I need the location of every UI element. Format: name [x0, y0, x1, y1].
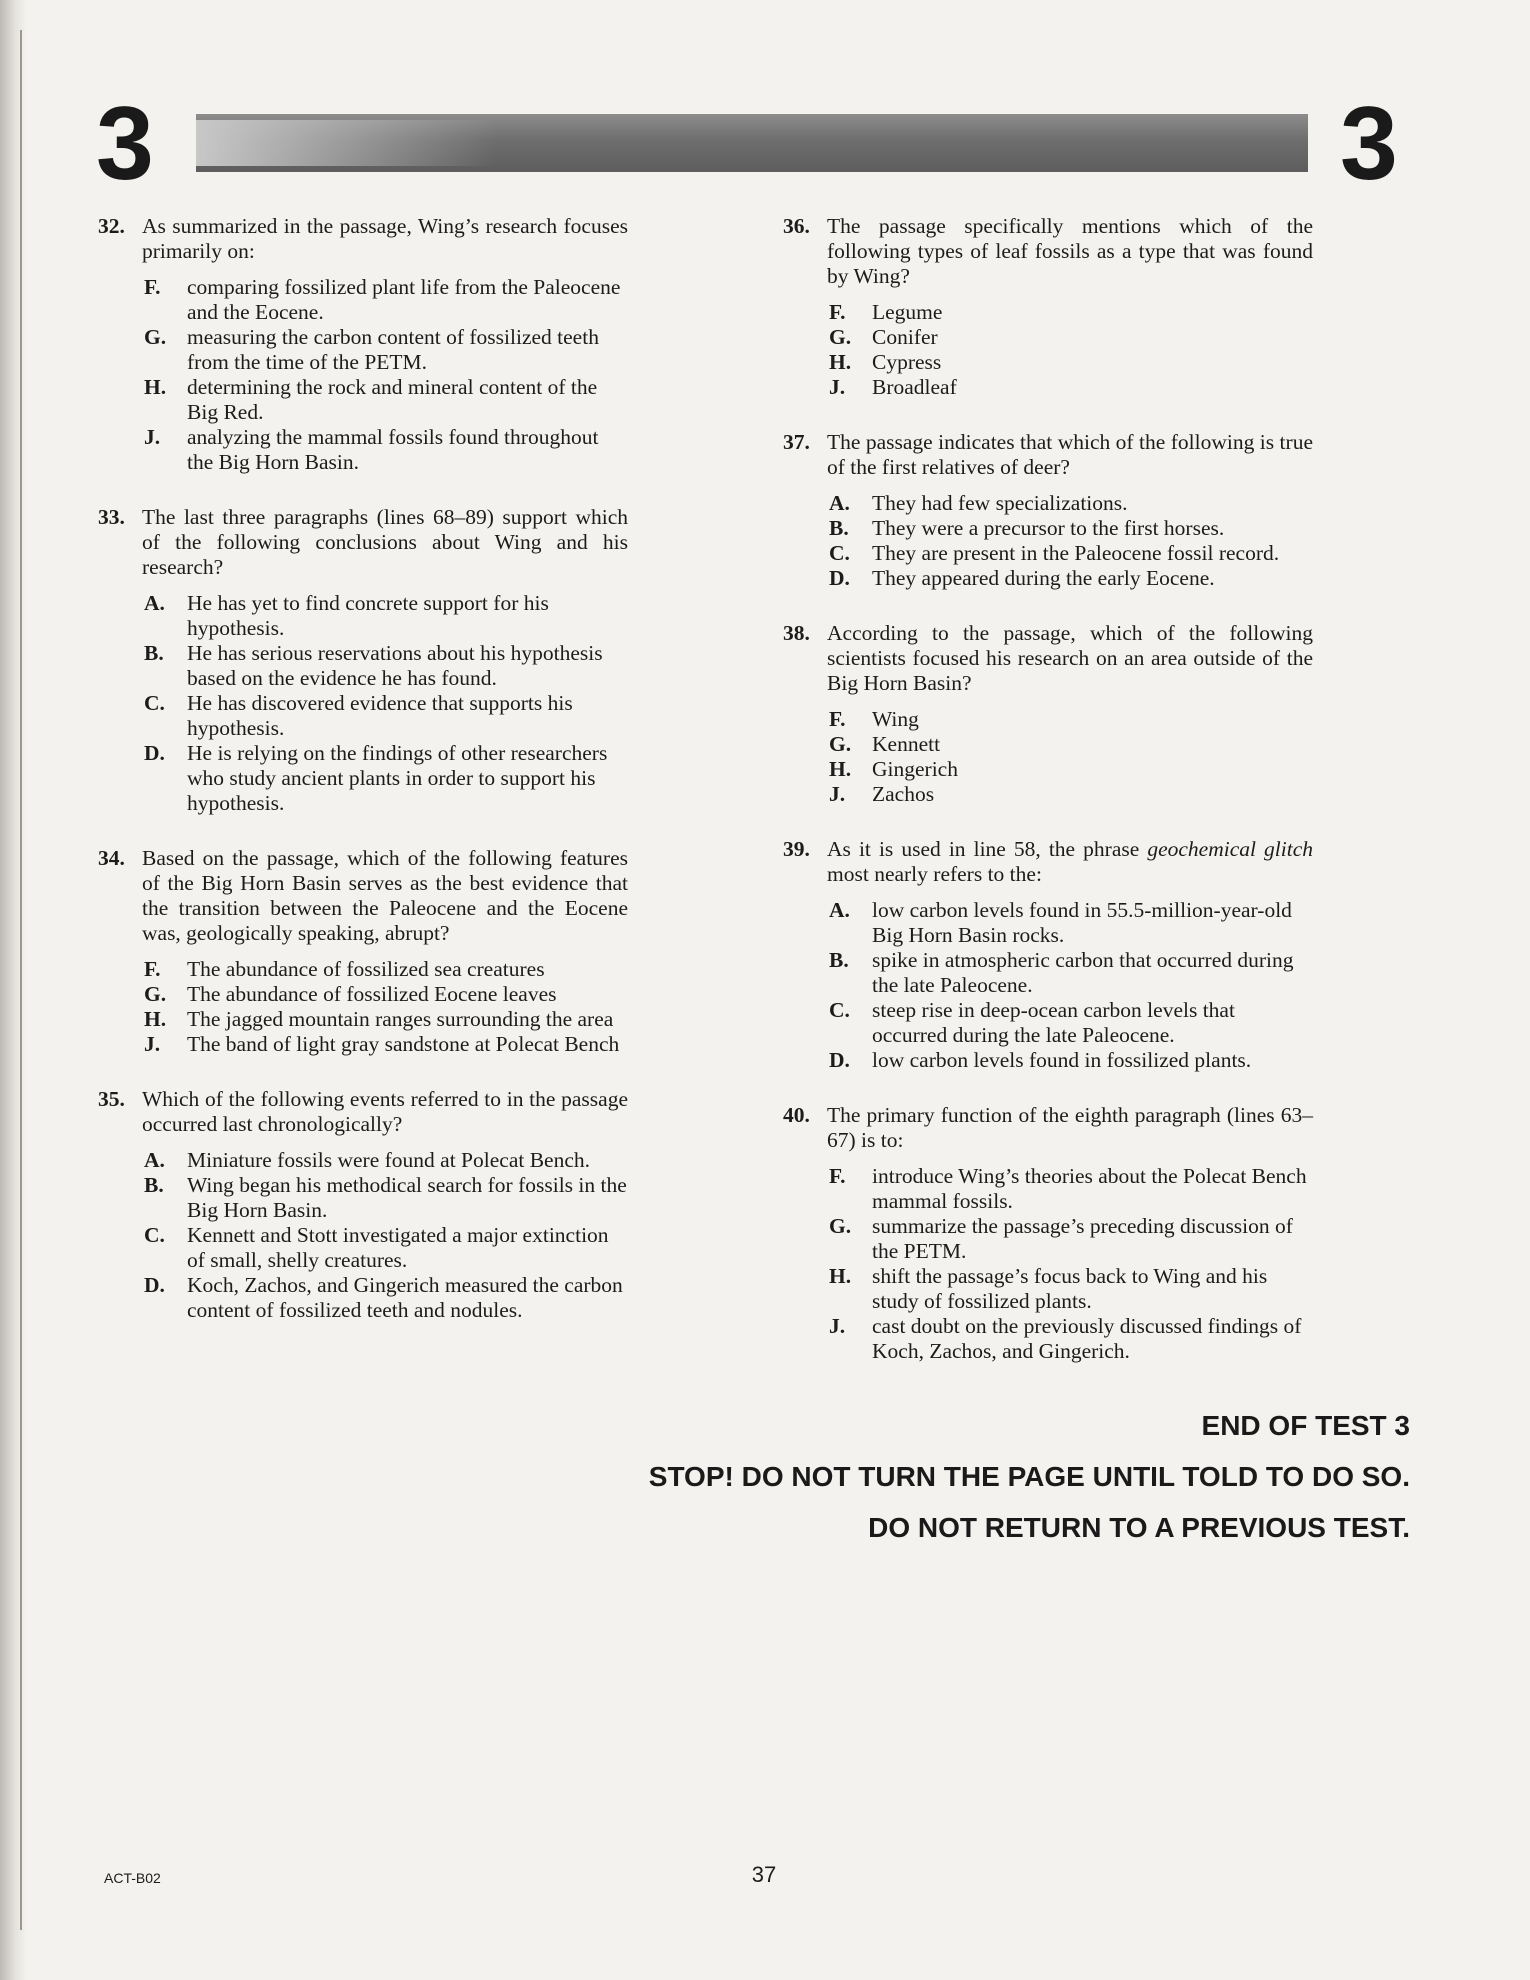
answer-option[interactable]	[829, 1048, 1313, 1073]
answer-option[interactable]	[144, 1148, 628, 1173]
answer-option[interactable]	[144, 982, 628, 1007]
option-text: cast doubt on the previously discussed findings of Koch, Zachos, and Gingerich.	[872, 1314, 1302, 1363]
option-letter: A.	[144, 591, 165, 615]
option-letter: H.	[829, 757, 852, 781]
scan-edge-shadow	[0, 0, 26, 1980]
option-letter: J.	[144, 1032, 161, 1056]
question-39	[783, 837, 1313, 1073]
question-number: 39.	[783, 837, 810, 861]
option-text: analyzing the mammal fossils found throughout the Big Horn Basin.	[187, 425, 599, 474]
scan-edge-line	[20, 30, 22, 1930]
answer-option[interactable]	[144, 275, 628, 325]
answer-option[interactable]	[829, 707, 1313, 732]
option-text: The abundance of fossilized sea creatures	[187, 957, 545, 981]
end-of-test-notice	[649, 1400, 1410, 1553]
answer-option[interactable]	[144, 691, 628, 741]
answer-options	[829, 300, 1313, 400]
option-letter: C.	[829, 541, 850, 565]
answer-option[interactable]	[144, 957, 628, 982]
answer-option[interactable]	[829, 541, 1313, 566]
option-text: low carbon levels found in 55.5-million-year-old Big Horn Basin rocks.	[872, 898, 1292, 947]
answer-option[interactable]	[144, 375, 628, 425]
question-34	[98, 846, 628, 1057]
option-text: low carbon levels found in fossilized plants.	[872, 1048, 1252, 1072]
answer-option[interactable]	[829, 491, 1313, 516]
option-letter: G.	[829, 732, 852, 756]
question-stem-prefix: As it is used in line 58, the phrase	[827, 837, 1148, 861]
question-stem: Based on the passage, which of the following features of the Big Horn Basin serves as the best evidence that the transition between the Paleocene and the Eocene was, geologically speaking, abrupt?	[142, 846, 628, 945]
answer-option[interactable]	[829, 325, 1313, 350]
answer-options	[829, 898, 1313, 1073]
question-number: 40.	[783, 1103, 810, 1127]
option-letter: C.	[144, 1223, 165, 1247]
option-text: He has yet to find concrete support for his hypothesis.	[187, 591, 549, 640]
question-35	[98, 1087, 628, 1323]
answer-options	[829, 707, 1313, 807]
answer-option[interactable]	[829, 948, 1313, 998]
question-stem: According to the passage, which of the following scientists focused his research on an area outside of the Big Horn Basin?	[827, 621, 1313, 695]
option-text: summarize the passage’s preceding discussion of the PETM.	[872, 1214, 1293, 1263]
question-37	[783, 430, 1313, 591]
option-letter: D.	[144, 1273, 165, 1297]
option-letter: B.	[144, 1173, 164, 1197]
form-code: ACT-B02	[104, 1870, 161, 1886]
question-stem: The last three paragraphs (lines 68–89) support which of the following conclusions about Wing and his research?	[142, 505, 628, 579]
answer-options	[829, 491, 1313, 591]
question-stem: The passage indicates that which of the following is true of the first relatives of deer?	[827, 430, 1313, 479]
option-letter: F.	[829, 707, 846, 731]
option-letter: D.	[829, 1048, 850, 1072]
answer-option[interactable]	[829, 375, 1313, 400]
option-letter: D.	[829, 566, 850, 590]
answer-option[interactable]	[829, 757, 1313, 782]
answer-option[interactable]	[144, 641, 628, 691]
option-text: The jagged mountain ranges surrounding the area	[187, 1007, 614, 1031]
option-letter: J.	[829, 375, 846, 399]
question-33	[98, 505, 628, 816]
option-letter: G.	[144, 325, 167, 349]
option-letter: B.	[829, 516, 849, 540]
option-text: The abundance of fossilized Eocene leaves	[187, 982, 557, 1006]
option-text: Gingerich	[872, 757, 958, 781]
option-text: steep rise in deep-ocean carbon levels that occurred during the late Paleocene.	[872, 998, 1235, 1047]
option-text: spike in atmospheric carbon that occurred during the late Paleocene.	[872, 948, 1294, 997]
answer-option[interactable]	[144, 1007, 628, 1032]
question-number: 33.	[98, 505, 125, 529]
answer-options	[144, 1148, 628, 1323]
end-of-test-heading: END OF TEST 3	[1201, 1410, 1410, 1441]
answer-option[interactable]	[144, 1223, 628, 1273]
option-letter: H.	[144, 1007, 167, 1031]
question-stem: Which of the following events referred to in the passage occurred last chronologically?	[142, 1087, 628, 1136]
page-number: 37	[751, 1862, 777, 1887]
option-letter: F.	[829, 300, 846, 324]
question-32	[98, 214, 628, 475]
option-text: The band of light gray sandstone at Polecat Bench	[187, 1032, 620, 1056]
option-letter: G.	[144, 982, 167, 1006]
option-text: introduce Wing’s theories about the Polecat Bench mammal fossils.	[872, 1164, 1307, 1213]
option-letter: J.	[829, 782, 846, 806]
answer-option[interactable]	[829, 566, 1313, 591]
answer-option[interactable]	[829, 1264, 1313, 1314]
question-number: 34.	[98, 846, 125, 870]
option-text: Miniature fossils were found at Polecat Bench.	[187, 1148, 591, 1172]
answer-option[interactable]	[829, 300, 1313, 325]
option-text: determining the rock and mineral content of the Big Red.	[187, 375, 598, 424]
option-text: They had few specializations.	[872, 491, 1128, 515]
question-number: 38.	[783, 621, 810, 645]
option-text: Wing	[872, 707, 919, 731]
option-letter: A.	[144, 1148, 165, 1172]
option-text: measuring the carbon content of fossilized teeth from the time of the PETM.	[187, 325, 599, 374]
option-text: He has discovered evidence that supports his hypothesis.	[187, 691, 573, 740]
option-letter: H.	[829, 350, 852, 374]
question-number: 35.	[98, 1087, 125, 1111]
answer-option[interactable]	[829, 350, 1313, 375]
question-stem: As summarized in the passage, Wing’s research focuses primarily on:	[142, 214, 628, 263]
answer-option[interactable]	[144, 1273, 628, 1323]
section-number-left: 3	[96, 86, 154, 202]
option-text: Zachos	[872, 782, 935, 806]
option-letter: B.	[144, 641, 164, 665]
answer-option[interactable]	[144, 1173, 628, 1223]
answer-option[interactable]	[829, 732, 1313, 757]
question-number: 32.	[98, 214, 125, 238]
option-letter: H.	[144, 375, 167, 399]
option-letter: J.	[144, 425, 161, 449]
answer-option[interactable]	[829, 1164, 1313, 1214]
answer-option[interactable]	[144, 591, 628, 641]
answer-option[interactable]	[829, 1214, 1313, 1264]
option-text: Wing began his methodical search for fossils in the Big Horn Basin.	[187, 1173, 627, 1222]
option-letter: D.	[144, 741, 165, 765]
answer-options	[144, 957, 628, 1057]
option-letter: C.	[829, 998, 850, 1022]
answer-option[interactable]	[829, 1314, 1313, 1364]
option-text: shift the passage’s focus back to Wing and his study of fossilized plants.	[872, 1264, 1268, 1313]
option-text: He has serious reservations about his hypothesis based on the evidence he has found.	[187, 641, 603, 690]
option-letter: G.	[829, 1214, 852, 1238]
option-text: Koch, Zachos, and Gingerich measured the carbon content of fossilized teeth and nodules.	[187, 1273, 623, 1322]
answer-option[interactable]	[829, 516, 1313, 541]
option-text: He is relying on the findings of other researchers who study ancient plants in order to support his hypothesis.	[187, 741, 608, 815]
option-letter: F.	[829, 1164, 846, 1188]
option-text: Kennett	[872, 732, 941, 756]
left-column	[98, 214, 628, 1353]
question-stem: The primary function of the eighth paragraph (lines 63–67) is to:	[827, 1103, 1313, 1152]
question-stem: The passage specifically mentions which of the following types of leaf fossils as a type that was found by Wing?	[827, 214, 1313, 288]
answer-options	[829, 1164, 1313, 1364]
question-36	[783, 214, 1313, 400]
answer-option[interactable]	[144, 741, 628, 816]
question-stem-italic-phrase: geochemical glitch	[1147, 837, 1313, 861]
option-text: Broadleaf	[872, 375, 957, 399]
option-text: Cypress	[872, 350, 942, 374]
stop-instruction: STOP! DO NOT TURN THE PAGE UNTIL TOLD TO DO SO.	[648, 1461, 1410, 1492]
answer-option[interactable]	[144, 1032, 628, 1057]
answer-option[interactable]	[144, 425, 628, 475]
option-text: Legume	[872, 300, 943, 324]
question-number: 36.	[783, 214, 810, 238]
right-column	[783, 214, 1313, 1394]
option-text: They appeared during the early Eocene.	[872, 566, 1215, 590]
option-text: They are present in the Paleocene fossil record.	[872, 541, 1280, 565]
section-number-right: 3	[1340, 86, 1398, 202]
answer-options	[144, 591, 628, 816]
option-letter: J.	[829, 1314, 846, 1338]
option-text: Kennett and Stott investigated a major extinction of small, shelly creatures.	[187, 1223, 609, 1272]
answer-option[interactable]	[829, 898, 1313, 948]
answer-option[interactable]	[829, 782, 1313, 807]
option-letter: A.	[829, 898, 850, 922]
option-letter: A.	[829, 491, 850, 515]
question-38	[783, 621, 1313, 807]
no-return-instruction: DO NOT RETURN TO A PREVIOUS TEST.	[868, 1512, 1410, 1543]
option-text: Conifer	[872, 325, 938, 349]
question-stem	[827, 837, 1313, 887]
question-stem-suffix: most nearly refers to the:	[827, 862, 1042, 886]
option-letter: B.	[829, 948, 849, 972]
option-text: comparing fossilized plant life from the Paleocene and the Eocene.	[187, 275, 621, 324]
option-letter: C.	[144, 691, 165, 715]
answer-options	[144, 275, 628, 475]
header-bar-highlight	[196, 120, 496, 166]
answer-option[interactable]	[144, 325, 628, 375]
question-40	[783, 1103, 1313, 1364]
option-text: They were a precursor to the first horses.	[872, 516, 1225, 540]
option-letter: F.	[144, 275, 161, 299]
option-letter: G.	[829, 325, 852, 349]
option-letter: F.	[144, 957, 161, 981]
answer-option[interactable]	[829, 998, 1313, 1048]
question-number: 37.	[783, 430, 810, 454]
option-letter: H.	[829, 1264, 852, 1288]
